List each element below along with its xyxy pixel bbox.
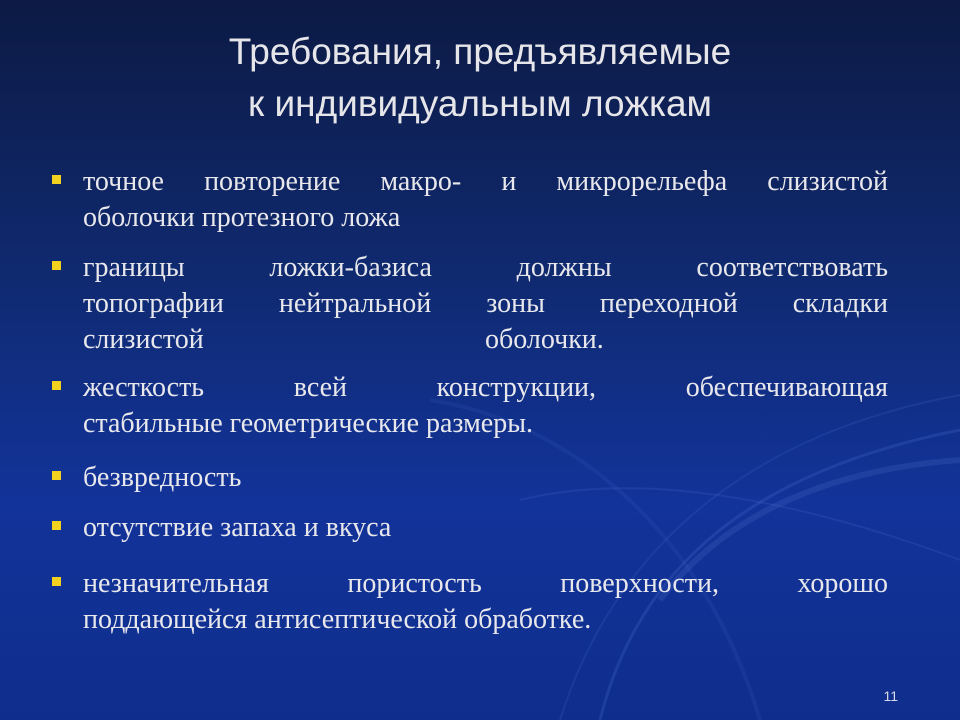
list-item xyxy=(50,370,888,442)
list-item-line-left: слизистой xyxy=(83,324,204,355)
page-number: 11 xyxy=(883,688,898,704)
list-item xyxy=(50,250,888,358)
list-item-line: жесткость всей конструкции, обеспечивающая xyxy=(83,372,888,403)
list-item xyxy=(50,460,888,496)
requirements-list xyxy=(50,164,888,638)
square-bullet-icon xyxy=(52,521,61,530)
square-bullet-icon xyxy=(52,577,61,586)
slide-title-line-2: к индивидуальным ложкам xyxy=(248,83,712,124)
list-item xyxy=(50,566,888,638)
list-item-line: границы ложки-базиса должны соответствовать xyxy=(83,252,888,283)
square-bullet-icon xyxy=(52,261,61,270)
list-item-line: поддающейся антисептической обработке. xyxy=(83,604,592,635)
list-item-line: незначительная пористость поверхности, хорошо xyxy=(83,568,888,599)
list-item-line-right: оболочки. xyxy=(485,324,604,355)
list-item-line: отсутствие запаха и вкуса xyxy=(83,512,392,543)
list-item-line: стабильные геометрические размеры. xyxy=(83,408,534,439)
list-item-line xyxy=(83,322,888,358)
slide-title xyxy=(60,26,900,130)
list-item-line: точное повторение макро- и микрорельефа слизистой xyxy=(83,166,888,197)
list-item xyxy=(50,164,888,236)
list-item xyxy=(50,510,888,546)
list-item-line: безвредность xyxy=(83,462,242,493)
list-item-line: топографии нейтральной зоны переходной складки xyxy=(83,288,888,319)
square-bullet-icon xyxy=(52,175,61,184)
slide-title-line-1: Требования, предъявляемые xyxy=(228,31,732,72)
square-bullet-icon xyxy=(52,381,61,390)
square-bullet-icon xyxy=(52,471,61,480)
list-item-line: оболочки протезного ложа xyxy=(83,202,401,233)
